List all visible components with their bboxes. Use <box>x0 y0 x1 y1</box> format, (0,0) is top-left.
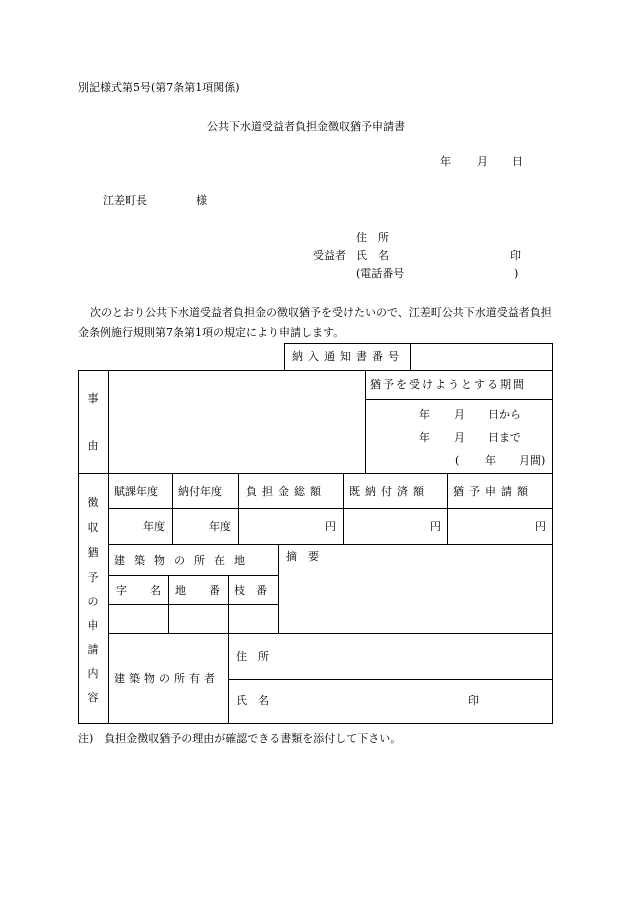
section-label-3: 猶 <box>87 546 99 559</box>
section-label-4: 予 <box>87 571 99 584</box>
unit-already-paid: 円 <box>430 520 441 533</box>
period-from-month: 月 <box>454 408 465 421</box>
owner-label: 建築物の所有者 <box>114 672 219 685</box>
form-id: 別記様式第5号(第7条第1項関係) <box>78 81 240 94</box>
date-day: 日 <box>512 155 523 168</box>
period-label: 猶予を受けようとする期間 <box>370 378 526 391</box>
body-text: 次のとおり公共下水道受益者負担金の徴収猶予を受けたいので、江差町公共下水道受益者負担金条例施行規則第7条第1項の規定により申請します。 <box>78 306 552 339</box>
owner-name-label: 氏 名 <box>236 694 269 707</box>
location-col-aza: 字 名 <box>116 584 167 597</box>
owner-seal: 印 <box>468 694 479 707</box>
header-already-paid: 既納付済額 <box>349 485 429 498</box>
header-deferral-amount: 猶予申請額 <box>453 485 533 498</box>
header-payment-year: 納付年度 <box>178 485 222 498</box>
header-total-charge: 負担金総額 <box>246 485 326 498</box>
notice-number-label: 納入通知書番号 <box>292 350 404 363</box>
applicant-phone-label: (電話番号 <box>356 267 405 280</box>
section-label-9: 容 <box>87 691 99 704</box>
period-total-year: 年 <box>485 454 496 467</box>
unit-deferral-amount: 円 <box>535 520 546 533</box>
page-title: 公共下水道受益者負担金徴収猶予申請書 <box>207 120 405 133</box>
reason-label-2: 由 <box>87 439 99 452</box>
date-month: 月 <box>477 155 488 168</box>
applicant-name-label: 氏 名 <box>356 249 389 262</box>
reason-label-1: 事 <box>87 392 99 405</box>
unit-assessment-year: 年度 <box>143 520 165 533</box>
owner-address-label: 住 所 <box>236 650 269 663</box>
footnote: 注) 負担金徴収猶予の理由が確認できる書類を添付して下さい。 <box>78 732 402 745</box>
section-label-6: 申 <box>87 619 99 632</box>
period-total-months: 月間) <box>519 454 546 467</box>
addressee-name: 江差町長 <box>103 194 147 207</box>
period-to-day: 日まで <box>488 431 521 444</box>
location-col-chiban: 地 番 <box>175 584 226 597</box>
section-label-2: 収 <box>87 521 99 534</box>
period-to-year: 年 <box>419 431 430 444</box>
period-to-month: 月 <box>454 431 465 444</box>
summary-label: 摘 要 <box>286 550 319 563</box>
section-label-7: 請 <box>87 643 99 656</box>
unit-payment-year: 年度 <box>209 520 231 533</box>
addressee-suffix: 様 <box>196 194 207 207</box>
period-from-day: 日から <box>488 408 521 421</box>
section-label-8: 内 <box>87 667 99 680</box>
applicant-phone-close: ) <box>514 267 519 280</box>
applicant-role-label: 受益者 <box>313 249 346 262</box>
section-label-5: の <box>87 595 99 608</box>
date-year: 年 <box>440 155 451 168</box>
applicant-seal: 印 <box>510 249 521 262</box>
period-from-year: 年 <box>419 408 430 421</box>
period-total-open: ( <box>455 454 460 467</box>
header-assessment-year: 賦課年度 <box>114 485 158 498</box>
applicant-address-label: 住 所 <box>356 231 389 244</box>
building-location-label: 建築物の所在地 <box>114 554 254 567</box>
section-label-1: 徴 <box>87 496 99 509</box>
location-col-edaban: 枝 番 <box>234 584 267 597</box>
unit-total-charge: 円 <box>325 520 336 533</box>
